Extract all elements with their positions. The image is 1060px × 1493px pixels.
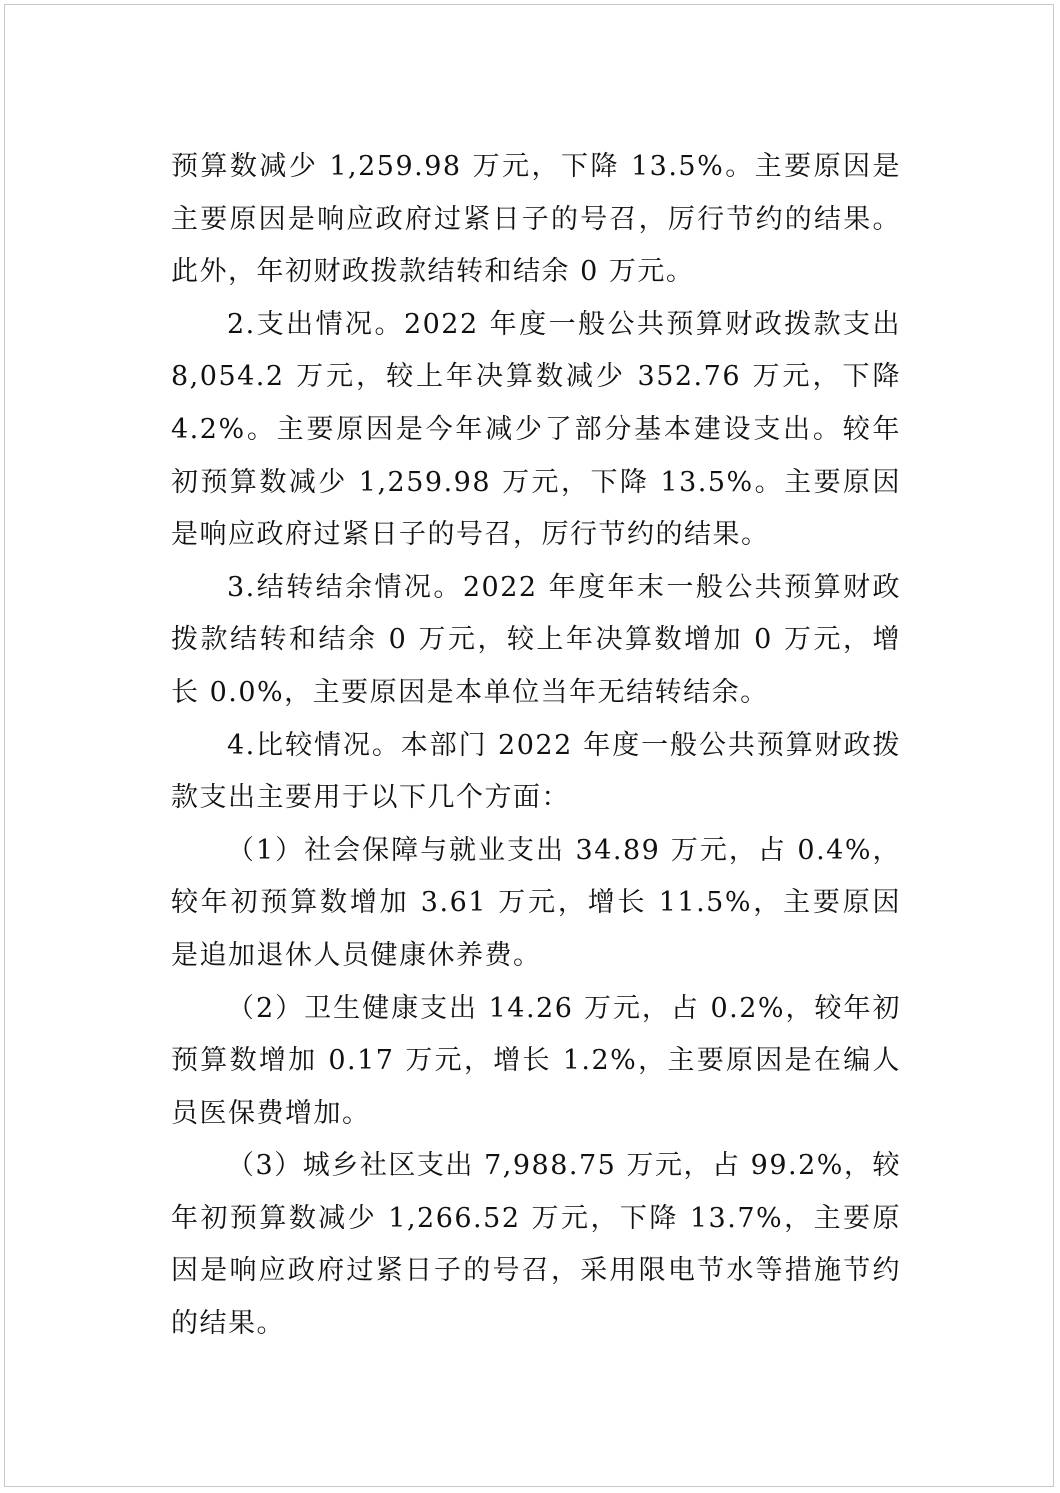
- page-frame: [4, 4, 1054, 1487]
- paragraph-1: 预算数减少 1,259.98 万元，下降 13.5%。主要原因是主要原因是响应政府过紧日子的号召，厉行节约的结果。此外，年初财政拨款结转和结余 0 万元。: [171, 151, 901, 288]
- document-body: [171, 141, 901, 1351]
- paragraph-5: （1）社会保障与就业支出 34.89 万元，占 0.4%，较年初预算数增加 3.61 万元，增长 11.5%，主要原因是追加退休人员健康休养费。: [171, 834, 901, 971]
- paragraph-6: （2）卫生健康支出 14.26 万元，占 0.2%，较年初预算数增加 0.17 万元，增长 1.2%，主要原因是在编人员医保费增加。: [171, 992, 901, 1129]
- paragraph-2: 2.支出情况。2022 年度一般公共预算财政拨款支出 8,054.2 万元，较上年决算数减少 352.76 万元，下降 4.2%。主要原因是今年减少了部分基本建设支出。较年初预算数减少 1,259.98 万元，下降 13.5%。主要原因是响应政府过紧日子的号召，厉行节约的结果。: [171, 308, 901, 551]
- paragraph-3: 3.结转结余情况。2022 年度年末一般公共预算财政拨款结转和结余 0 万元，较上年决算数增加 0 万元，增长 0.0%，主要原因是本单位当年无结转结余。: [171, 571, 901, 708]
- paragraph-7: （3）城乡社区支出 7,988.75 万元，占 99.2%，较年初预算数减少 1,266.52 万元，下降 13.7%，主要原因是响应政府过紧日子的号召，采用限电节水等措施节约的结果。: [171, 1150, 901, 1340]
- paragraph-4: 4.比较情况。本部门 2022 年度一般公共预算财政拨款支出主要用于以下几个方面：: [171, 729, 901, 814]
